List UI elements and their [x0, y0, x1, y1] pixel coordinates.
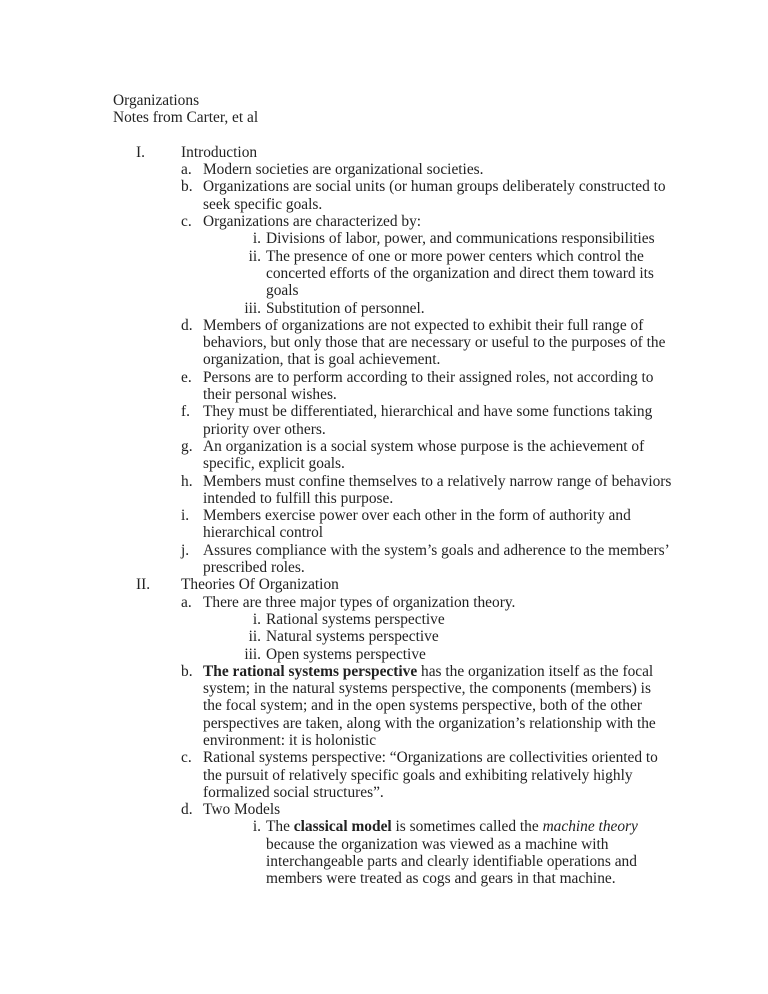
sub-text-mid: is sometimes called the — [391, 818, 543, 836]
sub-item — [203, 230, 673, 247]
spacer — [113, 127, 673, 144]
list-item — [181, 594, 673, 663]
item-label: d. — [181, 801, 193, 819]
sub-text: Rational systems perspective — [266, 610, 445, 628]
list-item — [181, 161, 673, 178]
item-text: There are three major types of organization theory. — [203, 593, 516, 611]
item-label: h. — [181, 472, 193, 490]
section-number: I. — [136, 143, 145, 161]
sub-label: ii. — [248, 628, 261, 646]
section-number: II. — [136, 576, 151, 594]
list-item — [181, 507, 673, 542]
item-text: They must be differentiated, hierarchical and have some functions taking priority over others. — [203, 403, 653, 438]
item-text: Members of organizations are not expected to exhibit their full range of behaviors, but only those that are necessary or useful to the purposes of the organization, that is goal achievement. — [203, 316, 666, 369]
item-label: c. — [181, 749, 192, 767]
sub-label: i. — [252, 818, 261, 836]
list-item — [181, 213, 673, 317]
list-item — [181, 542, 673, 577]
list-item — [181, 749, 673, 801]
document-page — [113, 92, 673, 888]
item-label: a. — [181, 161, 192, 179]
bold-term: The rational systems perspective — [203, 662, 418, 680]
sub-item — [203, 628, 673, 645]
item-text: Two Models — [203, 801, 281, 819]
sub-item — [203, 300, 673, 317]
item-text: Modern societies are organizational societies. — [203, 161, 484, 179]
list-item — [181, 178, 673, 213]
sub-label: i. — [252, 610, 261, 628]
item-label: d. — [181, 316, 193, 334]
document-subtitle: Notes from Carter, et al — [113, 109, 259, 127]
item-label: i. — [181, 507, 190, 525]
document-title: Organizations — [113, 92, 200, 109]
sub-text: Divisions of labor, power, and communications responsibilities — [266, 230, 655, 248]
list-item — [181, 369, 673, 404]
item-label: c. — [181, 213, 192, 231]
item-text: Organizations are characterized by: — [203, 213, 422, 231]
item-label: a. — [181, 593, 192, 611]
list-item — [181, 317, 673, 369]
sub-label: ii. — [248, 247, 261, 265]
list-item — [181, 663, 673, 749]
item-text: Organizations are social units (or human groups deliberately constructed to seek specific goals. — [203, 178, 666, 213]
sub-item — [203, 611, 673, 628]
item-label: b. — [181, 178, 193, 196]
sub-text-pre: The — [266, 818, 294, 836]
sub-text: Open systems perspective — [266, 645, 426, 663]
section-introduction — [113, 144, 673, 576]
sub-label: iii. — [244, 645, 261, 663]
item-text: Persons are to perform according to their assigned roles, not according to their personal wishes. — [203, 368, 654, 404]
sub-text: Natural systems perspective — [266, 628, 439, 646]
item-text: has the organization itself as the focal system; in the natural systems perspective, the components (members) is the focal system; and in the open systems perspective, both of the other perspectives are taken, along with the organization’s relationship with the environment: it is holonistic — [203, 662, 656, 749]
section-heading: Theories Of Organization — [181, 576, 339, 594]
item-label: f. — [181, 403, 190, 421]
italic-term: machine theory — [542, 818, 638, 836]
item-label: j. — [181, 541, 190, 559]
sub-item — [203, 818, 673, 887]
section-heading: Introduction — [181, 143, 258, 161]
sub-text: because the organization was viewed as a machine with interchangeable parts and clearly identifiable operations and members were treated as cogs and gears in that machine. — [266, 835, 637, 888]
sub-text: Substitution of personnel. — [266, 299, 425, 317]
list-item — [181, 403, 673, 438]
list-item — [181, 801, 673, 887]
sub-label: i. — [252, 230, 261, 248]
item-text: Members exercise power over each other in the form of authority and hierarchical control — [203, 507, 631, 542]
item-text: Members must confine themselves to a relatively narrow range of behaviors intended to fulfill this purpose. — [203, 472, 672, 507]
sub-item — [203, 646, 673, 663]
bold-term: classical model — [293, 818, 392, 836]
sub-label: iii. — [244, 299, 261, 317]
item-text: An organization is a social system whose purpose is the achievement of specific, explicit goals. — [203, 437, 645, 473]
item-label: b. — [181, 662, 193, 680]
list-item — [181, 473, 673, 508]
sub-text: The presence of one or more power centers which control the concerted efforts of the organization and direct them toward its goals — [266, 247, 654, 300]
list-item — [181, 438, 673, 473]
item-text: Rational systems perspective: “Organizations are collectivities oriented to the pursuit of relatively specific goals and exhibiting relatively highly formalized social structures”. — [203, 749, 658, 801]
sub-item — [203, 248, 673, 300]
item-label: e. — [181, 368, 192, 386]
section-theories — [113, 576, 673, 887]
item-label: g. — [181, 437, 193, 455]
item-text: Assures compliance with the system’s goals and adherence to the members’ prescribed roles. — [203, 541, 669, 577]
